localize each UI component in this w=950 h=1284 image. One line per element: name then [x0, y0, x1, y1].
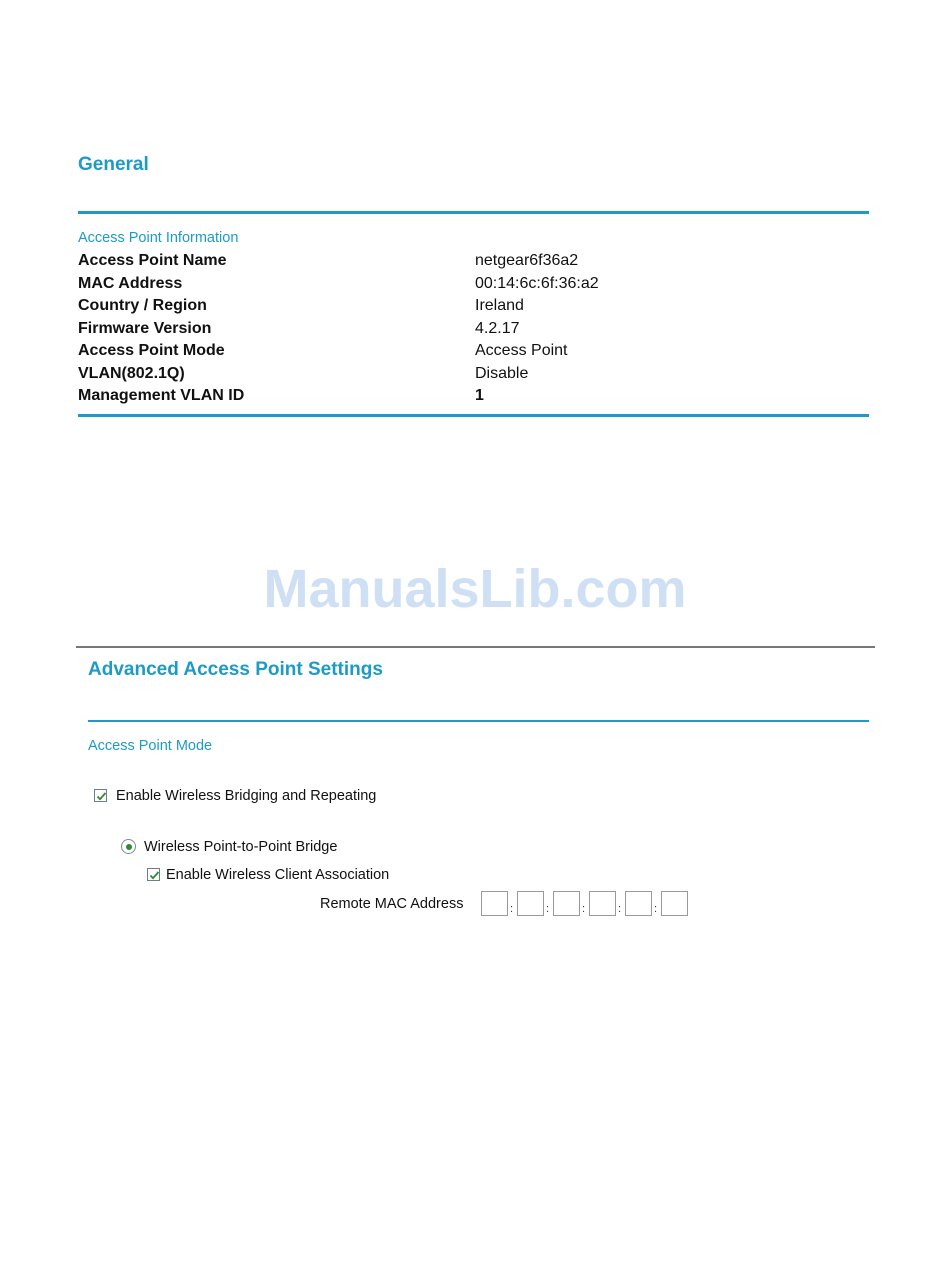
info-value: Ireland — [475, 297, 524, 314]
remote-mac-octet-3[interactable] — [553, 891, 580, 916]
enable-bridging-checkbox[interactable] — [94, 789, 107, 802]
info-row-country-region — [78, 296, 868, 319]
access-point-mode-label: Access Point Mode — [88, 738, 213, 754]
advanced-top-border — [76, 646, 875, 648]
info-row-access-point-name — [78, 251, 868, 274]
info-value: netgear6f36a2 — [475, 252, 579, 269]
info-value: 1 — [475, 387, 484, 404]
info-row-access-point-mode — [78, 341, 868, 364]
remote-mac-octet-5[interactable] — [625, 891, 652, 916]
checkmark-icon — [95, 790, 108, 803]
info-label: VLAN(802.1Q) — [78, 364, 185, 382]
advanced-title: Advanced Access Point Settings — [88, 659, 383, 680]
info-label: Firmware Version — [78, 319, 212, 337]
remote-mac-label: Remote MAC Address — [320, 896, 464, 912]
checkmark-icon — [148, 869, 161, 882]
remote-mac-octet-2[interactable] — [517, 891, 544, 916]
manualslib-watermark: ManualsLib.com — [263, 559, 687, 619]
remote-mac-octet-4[interactable] — [589, 891, 616, 916]
access-point-information-label: Access Point Information — [78, 230, 239, 246]
general-top-divider — [78, 211, 869, 214]
radio-selected-dot — [126, 844, 132, 850]
p2p-bridge-radio[interactable] — [121, 839, 136, 854]
info-label: Access Point Name — [78, 252, 227, 269]
info-label: Country / Region — [78, 297, 207, 314]
info-value: Disable — [475, 364, 529, 382]
general-bottom-divider — [78, 414, 869, 417]
mac-separator: : — [654, 903, 658, 915]
info-row-vlan — [78, 364, 868, 387]
info-row-management-vlan-id — [78, 386, 868, 409]
client-association-checkbox[interactable] — [147, 868, 160, 881]
p2p-bridge-label: Wireless Point-to-Point Bridge — [144, 839, 338, 855]
enable-bridging-label: Enable Wireless Bridging and Repeating — [116, 788, 377, 804]
info-label: Management VLAN ID — [78, 387, 245, 404]
access-point-info-table — [78, 251, 868, 409]
info-label: Access Point Mode — [78, 342, 225, 359]
advanced-divider — [88, 720, 869, 722]
mac-separator: : — [546, 903, 550, 915]
info-label: MAC Address — [78, 274, 183, 292]
mac-separator: : — [582, 903, 586, 915]
client-association-label: Enable Wireless Client Association — [166, 867, 390, 883]
info-row-firmware-version — [78, 319, 868, 342]
info-value: 4.2.17 — [475, 319, 520, 337]
remote-mac-octet-6[interactable] — [661, 891, 688, 916]
mac-separator: : — [510, 903, 514, 915]
info-value: Access Point — [475, 342, 568, 359]
general-title: General — [78, 154, 149, 175]
info-value: 00:14:6c:6f:36:a2 — [475, 274, 599, 292]
mac-separator: : — [618, 903, 622, 915]
info-row-mac-address — [78, 274, 868, 297]
remote-mac-octet-1[interactable] — [481, 891, 508, 916]
